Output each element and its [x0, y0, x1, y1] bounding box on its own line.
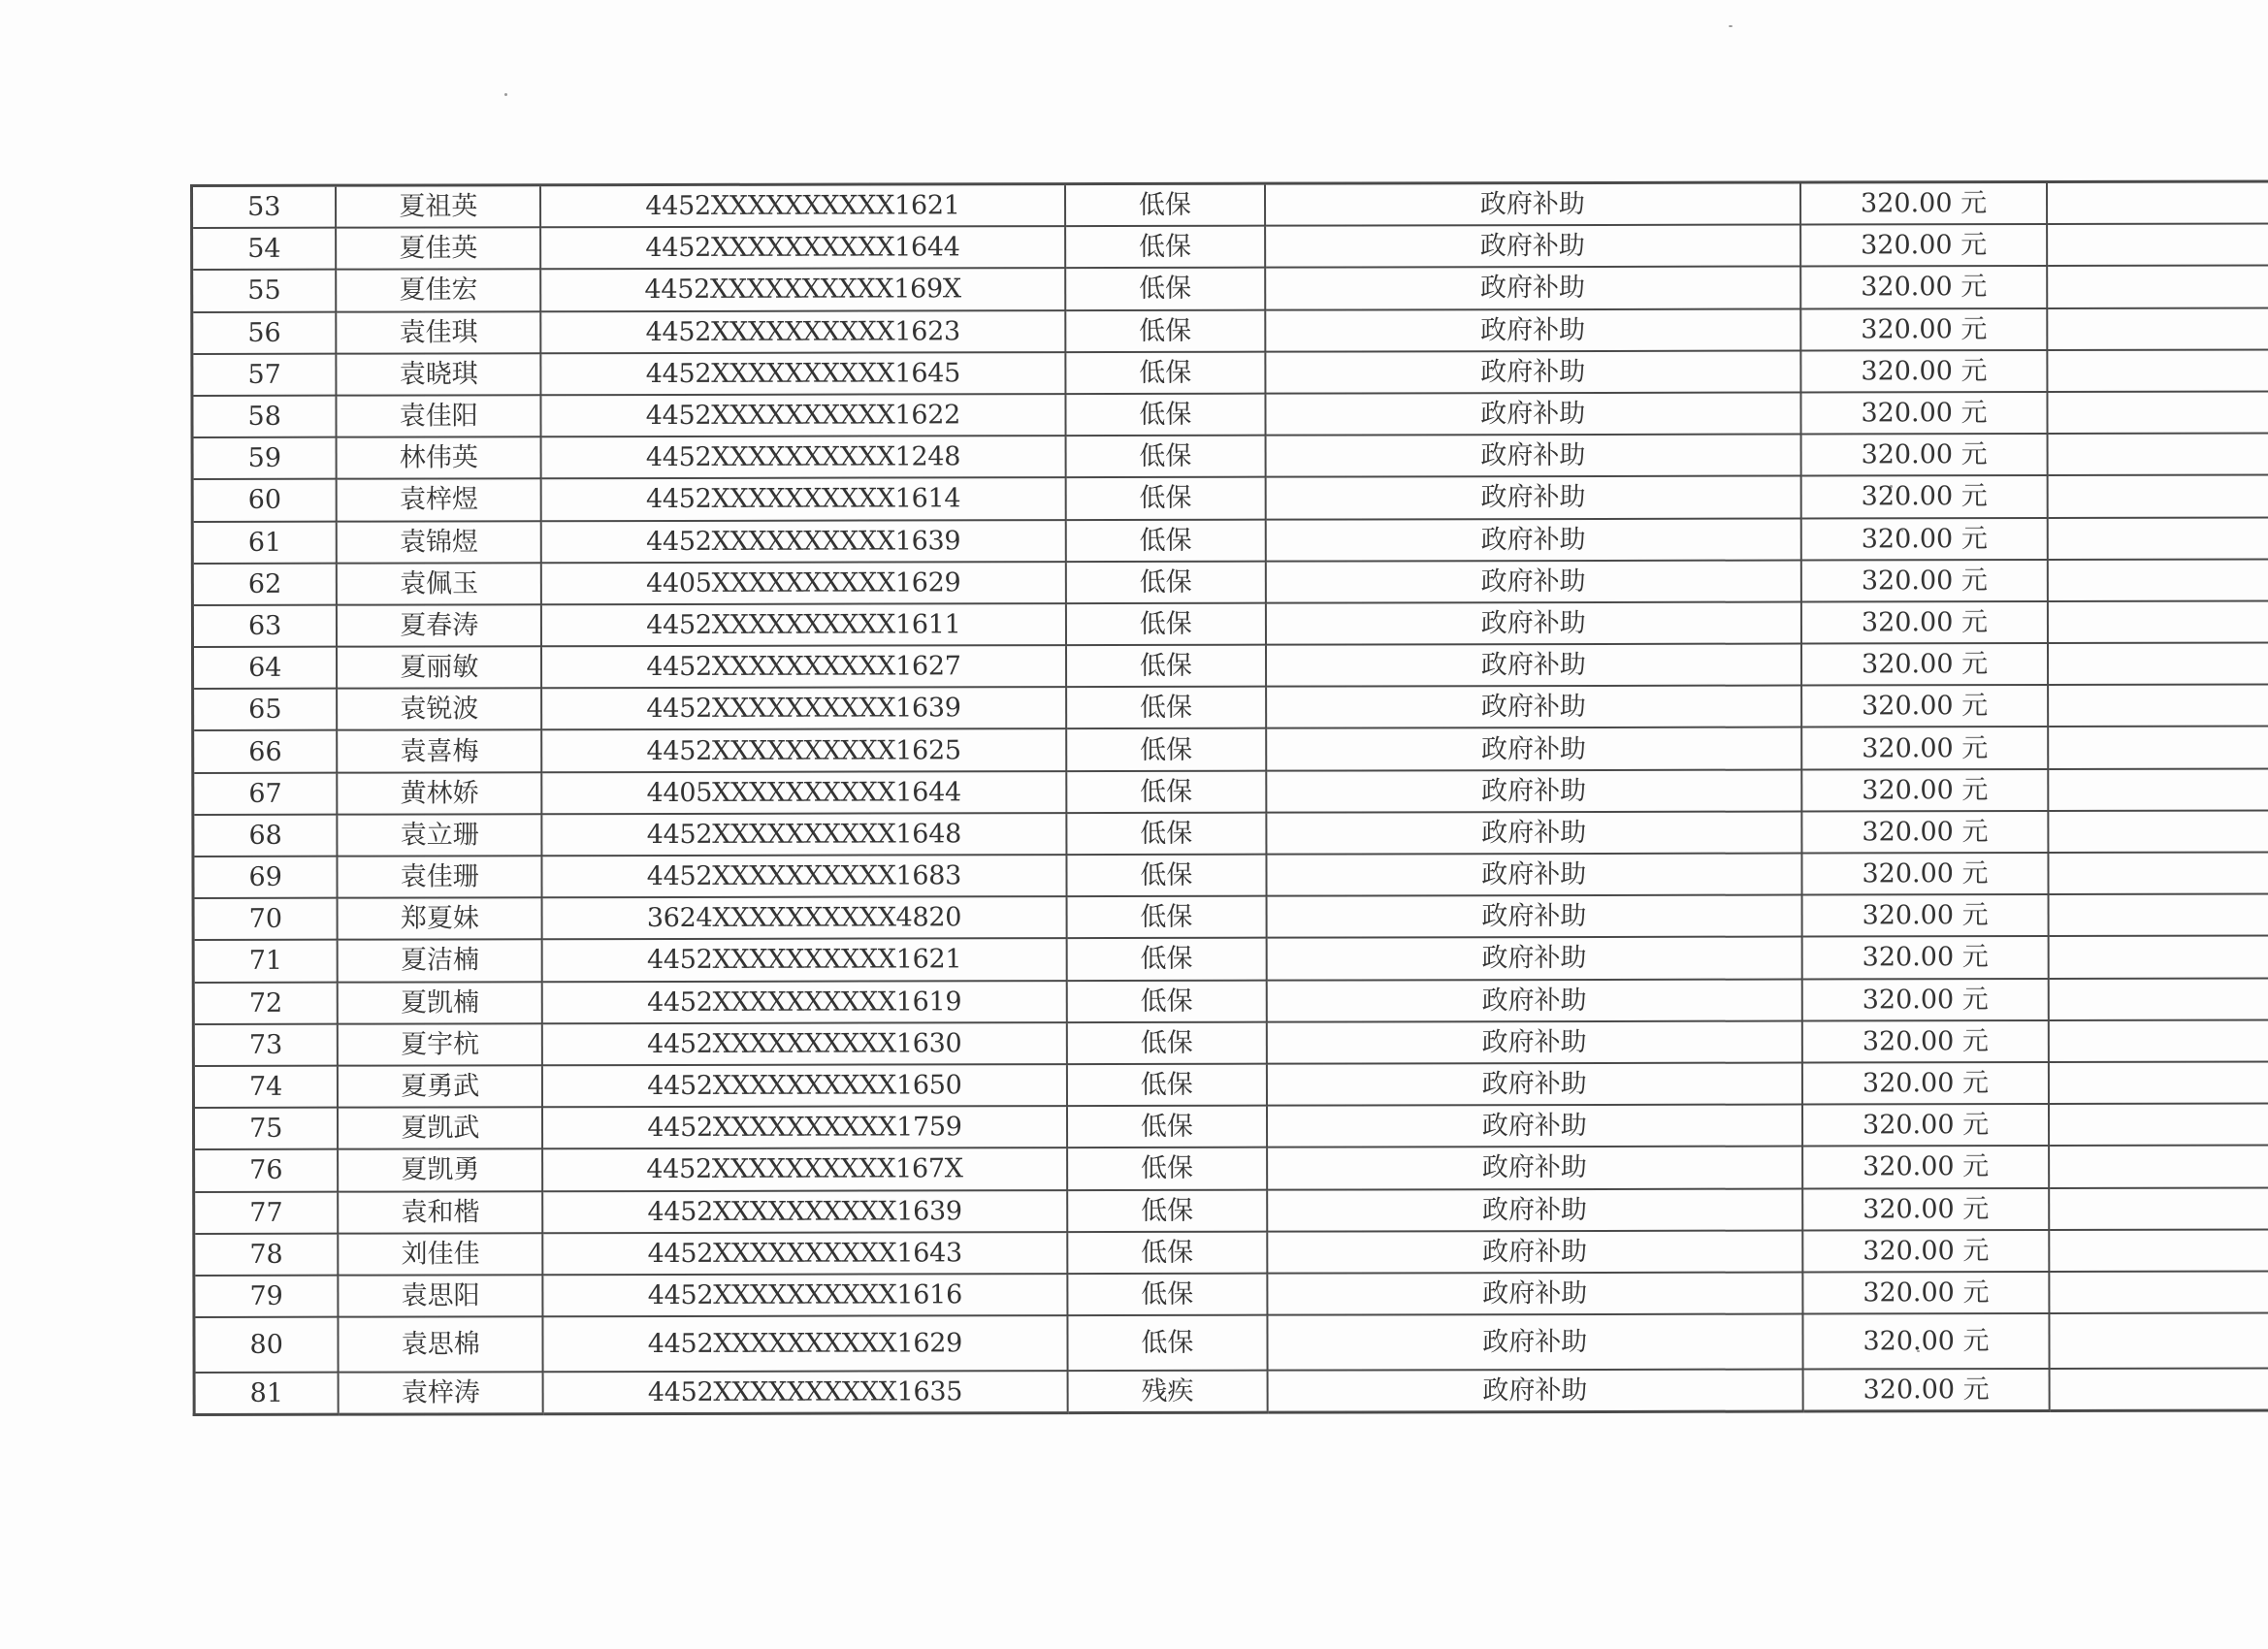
- row-number-cell: 56: [192, 311, 337, 353]
- table-row: [194, 1187, 2268, 1234]
- remark-cell: [2048, 266, 2268, 308]
- category-cell: 低保: [1067, 1274, 1267, 1316]
- row-number-cell: 65: [193, 689, 338, 730]
- remark-cell: [2048, 349, 2268, 392]
- category-cell: 残疾: [1067, 1371, 1267, 1413]
- name-cell: 林伟英: [337, 436, 541, 479]
- subsidy-source-cell: 政府补助: [1265, 267, 1800, 309]
- table-row: [194, 1146, 2268, 1192]
- category-cell: 低保: [1067, 1106, 1267, 1148]
- subsidy-source-cell: 政府补助: [1265, 350, 1800, 393]
- name-cell: 袁思阳: [339, 1275, 543, 1317]
- amount-cell: 320.00 元: [1802, 1272, 2050, 1314]
- id-number-cell: 4452XXXXXXXXXX1622: [541, 394, 1066, 436]
- row-number-cell: 53: [192, 185, 337, 228]
- row-number-cell: 74: [193, 1066, 338, 1108]
- remark-cell: [2049, 852, 2268, 894]
- category-cell: 低保: [1067, 1064, 1267, 1107]
- row-number-cell: 57: [192, 353, 337, 395]
- table-row: [192, 307, 2268, 354]
- id-number-cell: 4452XXXXXXXXXX1650: [542, 1064, 1067, 1107]
- id-number-cell: 4452XXXXXXXXXX1635: [543, 1371, 1068, 1414]
- amount-cell: 320.00 元: [1802, 1146, 2050, 1188]
- table-row: [192, 600, 2268, 647]
- category-cell: 低保: [1067, 1231, 1267, 1274]
- row-number-cell: 79: [194, 1276, 339, 1317]
- amount-cell: 320.00 元: [1800, 224, 2048, 267]
- remark-cell: [2049, 894, 2268, 937]
- id-number-cell: 4452XXXXXXXXXX1683: [542, 855, 1067, 897]
- remark-cell: [2048, 391, 2268, 434]
- id-number-cell: 4452XXXXXXXXXX1648: [541, 813, 1066, 856]
- name-cell: 袁喜梅: [338, 730, 542, 773]
- row-number-cell: 66: [193, 730, 338, 772]
- name-cell: 黄林娇: [338, 772, 542, 815]
- subsidy-source-cell: 政府补助: [1266, 560, 1801, 602]
- subsidy-source-cell: 政府补助: [1265, 308, 1800, 351]
- row-number-cell: 72: [193, 982, 338, 1023]
- remark-cell: [2050, 1313, 2268, 1370]
- remark-cell: [2048, 475, 2268, 518]
- name-cell: 夏佳英: [337, 227, 541, 270]
- category-cell: 低保: [1065, 309, 1265, 352]
- amount-cell: 320.00 元: [1800, 517, 2048, 560]
- remark-cell: [2050, 1146, 2268, 1188]
- table-row: [194, 1271, 2268, 1317]
- row-number-cell: 67: [193, 772, 338, 814]
- table-row: [194, 1313, 2268, 1374]
- category-cell: 低保: [1066, 561, 1266, 603]
- name-cell: 夏祖英: [336, 185, 540, 228]
- name-cell: 夏凯勇: [339, 1149, 543, 1192]
- roster-body: [192, 181, 2268, 1415]
- table-row: [192, 434, 2268, 480]
- table-row: [192, 475, 2268, 522]
- row-number-cell: 75: [193, 1108, 338, 1149]
- name-cell: 夏勇武: [338, 1065, 542, 1108]
- table-row: [193, 685, 2268, 731]
- table-row: [193, 768, 2268, 815]
- table-row: [193, 852, 2268, 898]
- row-number-cell: 73: [193, 1023, 338, 1065]
- id-number-cell: 4452XXXXXXXXXX1639: [541, 520, 1066, 563]
- name-cell: 夏宇杭: [338, 1023, 542, 1066]
- remark-cell: [2049, 1104, 2268, 1147]
- subsidy-source-cell: 政府补助: [1266, 518, 1801, 561]
- table-row: [192, 181, 2268, 228]
- amount-cell: 320.00 元: [1801, 685, 2049, 728]
- amount-cell: 320.00 元: [1802, 1187, 2050, 1230]
- category-cell: 低保: [1066, 855, 1266, 897]
- amount-cell: 320.00 元: [1801, 979, 2049, 1021]
- amount-cell: 320.00 元: [1800, 308, 2048, 351]
- id-number-cell: 4452XXXXXXXXXX1621: [542, 938, 1067, 981]
- subsidy-source-cell: 政府补助: [1267, 1272, 1802, 1314]
- amount-cell: 320.00 元: [1801, 1062, 2049, 1105]
- row-number-cell: 60: [192, 479, 337, 521]
- amount-cell: 320.00 元: [1800, 475, 2048, 518]
- id-number-cell: 4452XXXXXXXXXX1623: [540, 310, 1065, 353]
- remark-cell: [2049, 978, 2268, 1020]
- id-number-cell: 4452XXXXXXXXXX169X: [540, 268, 1065, 310]
- amount-cell: 320.00 元: [1800, 434, 2048, 476]
- subsidy-source-cell: 政府补助: [1267, 1230, 1802, 1273]
- amount-cell: 320.00 元: [1800, 181, 2048, 224]
- name-cell: 袁梓涛: [339, 1372, 543, 1414]
- amount-cell: 320.00 元: [1800, 601, 2048, 644]
- subsidy-source-cell: 政府补助: [1267, 1105, 1802, 1148]
- subsidy-source-cell: 政府补助: [1266, 435, 1801, 477]
- subsidy-source-cell: 政府补助: [1266, 686, 1801, 728]
- table-row: [193, 810, 2268, 857]
- subsidy-source-cell: 政府补助: [1267, 1062, 1802, 1105]
- row-number-cell: 62: [192, 563, 337, 604]
- id-number-cell: 4452XXXXXXXXXX1621: [540, 184, 1065, 228]
- table-row: [193, 727, 2268, 773]
- remark-cell: [2048, 434, 2268, 476]
- id-number-cell: 4452XXXXXXXXXX167X: [542, 1148, 1067, 1190]
- table-row: [192, 266, 2268, 312]
- amount-cell: 320.00 元: [1800, 266, 2048, 308]
- table-row: [194, 1229, 2268, 1276]
- row-number-cell: 71: [193, 940, 338, 982]
- remark-cell: [2048, 643, 2268, 686]
- table-row: [192, 517, 2268, 564]
- id-number-cell: 4452XXXXXXXXXX1627: [541, 645, 1066, 688]
- remark-cell: [2048, 559, 2268, 601]
- table-row: [192, 559, 2268, 605]
- subsidy-source-cell: 政府补助: [1267, 1147, 1802, 1189]
- id-number-cell: 4452XXXXXXXXXX1639: [541, 687, 1066, 729]
- row-number-cell: 70: [193, 898, 338, 940]
- category-cell: 低保: [1066, 938, 1266, 981]
- subsidy-source-cell: 政府补助: [1266, 811, 1801, 854]
- id-number-cell: 4452XXXXXXXXXX1625: [541, 729, 1066, 772]
- remark-cell: [2048, 600, 2268, 643]
- id-number-cell: 3624XXXXXXXXXX4820: [542, 896, 1067, 939]
- category-cell: 低保: [1065, 436, 1265, 478]
- name-cell: 袁立珊: [338, 814, 542, 857]
- name-cell: 袁佳阳: [337, 395, 541, 437]
- name-cell: 夏丽敏: [337, 646, 541, 689]
- amount-cell: 320.00 元: [1801, 936, 2049, 979]
- subsidy-source-cell: 政府补助: [1266, 769, 1801, 812]
- name-cell: 夏春涛: [337, 604, 541, 647]
- row-number-cell: 64: [192, 647, 337, 689]
- name-cell: 刘佳佳: [339, 1233, 543, 1276]
- category-cell: 低保: [1067, 1315, 1267, 1371]
- table-row: [194, 1369, 2268, 1415]
- table-row: [193, 894, 2268, 941]
- category-cell: 低保: [1067, 1189, 1267, 1232]
- table-row: [193, 1019, 2268, 1066]
- name-cell: 袁和楷: [339, 1191, 543, 1234]
- subsidy-source-cell: 政府补助: [1266, 854, 1801, 896]
- id-number-cell: 4452XXXXXXXXXX1248: [541, 436, 1066, 478]
- category-cell: 低保: [1065, 226, 1265, 269]
- name-cell: 夏凯楠: [338, 982, 542, 1024]
- subsidy-source-cell: 政府补助: [1268, 1370, 1803, 1413]
- row-number-cell: 69: [193, 857, 338, 898]
- amount-cell: 320.00 元: [1801, 811, 2049, 854]
- subsidy-source-cell: 政府补助: [1267, 979, 1802, 1021]
- id-number-cell: 4405XXXXXXXXXX1644: [541, 771, 1066, 814]
- row-number-cell: 77: [194, 1191, 339, 1233]
- amount-cell: 320.00 元: [1802, 1230, 2050, 1273]
- id-number-cell: 4452XXXXXXXXXX1629: [543, 1315, 1068, 1372]
- name-cell: 郑夏妹: [338, 897, 542, 940]
- name-cell: 袁佩玉: [337, 563, 541, 605]
- name-cell: 袁佳琪: [337, 311, 541, 354]
- subsidy-roster-table: [190, 179, 2268, 1416]
- row-number-cell: 61: [192, 521, 337, 563]
- remark-cell: [2049, 768, 2268, 811]
- table-row: [193, 978, 2268, 1024]
- remark-cell: [2047, 181, 2268, 224]
- id-number-cell: 4452XXXXXXXXXX1644: [540, 226, 1065, 269]
- subsidy-source-cell: 政府补助: [1265, 182, 1800, 226]
- id-number-cell: 4452XXXXXXXXXX1616: [542, 1274, 1067, 1316]
- remark-cell: [2049, 1019, 2268, 1062]
- row-number-cell: 59: [192, 437, 337, 479]
- name-cell: 夏凯武: [338, 1107, 542, 1149]
- name-cell: 袁锦煜: [337, 521, 541, 564]
- subsidy-source-cell: 政府补助: [1267, 1020, 1802, 1063]
- category-cell: 低保: [1065, 183, 1265, 226]
- subsidy-source-cell: 政府补助: [1266, 601, 1801, 644]
- amount-cell: 320.00 元: [1801, 727, 2049, 769]
- table-row: [192, 643, 2268, 690]
- table-row: [192, 224, 2268, 271]
- amount-cell: 320.00 元: [1801, 643, 2049, 686]
- name-cell: 袁梓煜: [337, 479, 541, 522]
- amount-cell: 320.00 元: [1801, 894, 2049, 937]
- amount-cell: 320.00 元: [1801, 853, 2049, 895]
- amount-cell: 320.00 元: [1800, 350, 2048, 393]
- subsidy-source-cell: 政府补助: [1266, 728, 1801, 770]
- category-cell: 低保: [1065, 477, 1265, 520]
- scan-speck: [1729, 25, 1733, 27]
- table-row: [192, 349, 2268, 396]
- amount-cell: 320.00 元: [1801, 769, 2049, 812]
- subsidy-source-cell: 政府补助: [1265, 392, 1800, 435]
- remark-cell: [2050, 1271, 2268, 1313]
- row-number-cell: 58: [192, 396, 337, 437]
- id-number-cell: 4452XXXXXXXXXX1639: [542, 1190, 1067, 1233]
- category-cell: 低保: [1066, 896, 1266, 939]
- remark-cell: [2049, 727, 2268, 769]
- amount-cell: 320.00 元: [1802, 1313, 2050, 1370]
- category-cell: 低保: [1066, 687, 1266, 729]
- id-number-cell: 4452XXXXXXXXXX1619: [542, 981, 1067, 1023]
- category-cell: 低保: [1066, 980, 1266, 1022]
- category-cell: 低保: [1065, 394, 1265, 436]
- remark-cell: [2048, 224, 2268, 267]
- name-cell: 袁晓琪: [337, 353, 541, 396]
- id-number-cell: 4452XXXXXXXXXX1630: [542, 1022, 1067, 1065]
- name-cell: 袁锐波: [338, 688, 542, 730]
- category-cell: 低保: [1065, 519, 1265, 562]
- subsidy-source-cell: 政府补助: [1267, 895, 1802, 938]
- row-number-cell: 81: [194, 1373, 339, 1415]
- row-number-cell: 63: [192, 605, 337, 647]
- id-number-cell: 4452XXXXXXXXXX1614: [541, 477, 1066, 520]
- amount-cell: 320.00 元: [1800, 560, 2048, 602]
- id-number-cell: 4452XXXXXXXXXX1645: [540, 352, 1065, 395]
- subsidy-source-cell: 政府补助: [1267, 937, 1802, 980]
- subsidy-source-cell: 政府补助: [1267, 1188, 1802, 1231]
- remark-cell: [2050, 1229, 2268, 1272]
- category-cell: 低保: [1065, 351, 1265, 394]
- remark-cell: [2048, 307, 2268, 350]
- category-cell: 低保: [1065, 268, 1265, 310]
- remark-cell: [2049, 1061, 2268, 1104]
- category-cell: 低保: [1067, 1148, 1267, 1190]
- subsidy-source-cell: 政府补助: [1267, 1314, 1802, 1371]
- row-number-cell: 78: [194, 1233, 339, 1275]
- category-cell: 低保: [1066, 812, 1266, 855]
- id-number-cell: 4452XXXXXXXXXX1643: [542, 1232, 1067, 1275]
- subsidy-source-cell: 政府补助: [1266, 644, 1801, 687]
- remark-cell: [2048, 517, 2268, 560]
- remark-cell: [2050, 1369, 2268, 1411]
- row-number-cell: 55: [192, 270, 337, 311]
- category-cell: 低保: [1066, 645, 1266, 688]
- name-cell: 夏佳宏: [337, 270, 541, 312]
- table-row: [193, 1104, 2268, 1150]
- remark-cell: [2049, 685, 2268, 728]
- amount-cell: 320.00 元: [1800, 392, 2048, 435]
- id-number-cell: 4452XXXXXXXXXX1611: [541, 603, 1066, 646]
- remark-cell: [2049, 936, 2268, 979]
- category-cell: 低保: [1066, 728, 1266, 771]
- subsidy-source-cell: 政府补助: [1265, 225, 1800, 268]
- amount-cell: 320.00 元: [1802, 1369, 2050, 1411]
- amount-cell: 320.00 元: [1802, 1104, 2050, 1147]
- row-number-cell: 54: [192, 228, 337, 270]
- id-number-cell: 4405XXXXXXXXXX1629: [541, 562, 1066, 604]
- remark-cell: [2050, 1187, 2268, 1230]
- row-number-cell: 80: [194, 1317, 339, 1373]
- amount-cell: 320.00 元: [1801, 1020, 2049, 1063]
- row-number-cell: 76: [194, 1149, 339, 1191]
- subsidy-source-cell: 政府补助: [1266, 476, 1801, 519]
- table-row: [192, 391, 2268, 437]
- table-row: [193, 1061, 2268, 1108]
- category-cell: 低保: [1066, 770, 1266, 813]
- id-number-cell: 4452XXXXXXXXXX1759: [542, 1106, 1067, 1148]
- name-cell: 夏洁楠: [338, 940, 542, 983]
- table-row: [193, 936, 2268, 983]
- scan-speck: [504, 93, 507, 96]
- name-cell: 袁佳珊: [338, 856, 542, 898]
- remark-cell: [2049, 810, 2268, 853]
- category-cell: 低保: [1066, 1021, 1266, 1064]
- category-cell: 低保: [1066, 603, 1266, 646]
- row-number-cell: 68: [193, 814, 338, 856]
- name-cell: 袁思棉: [339, 1316, 543, 1372]
